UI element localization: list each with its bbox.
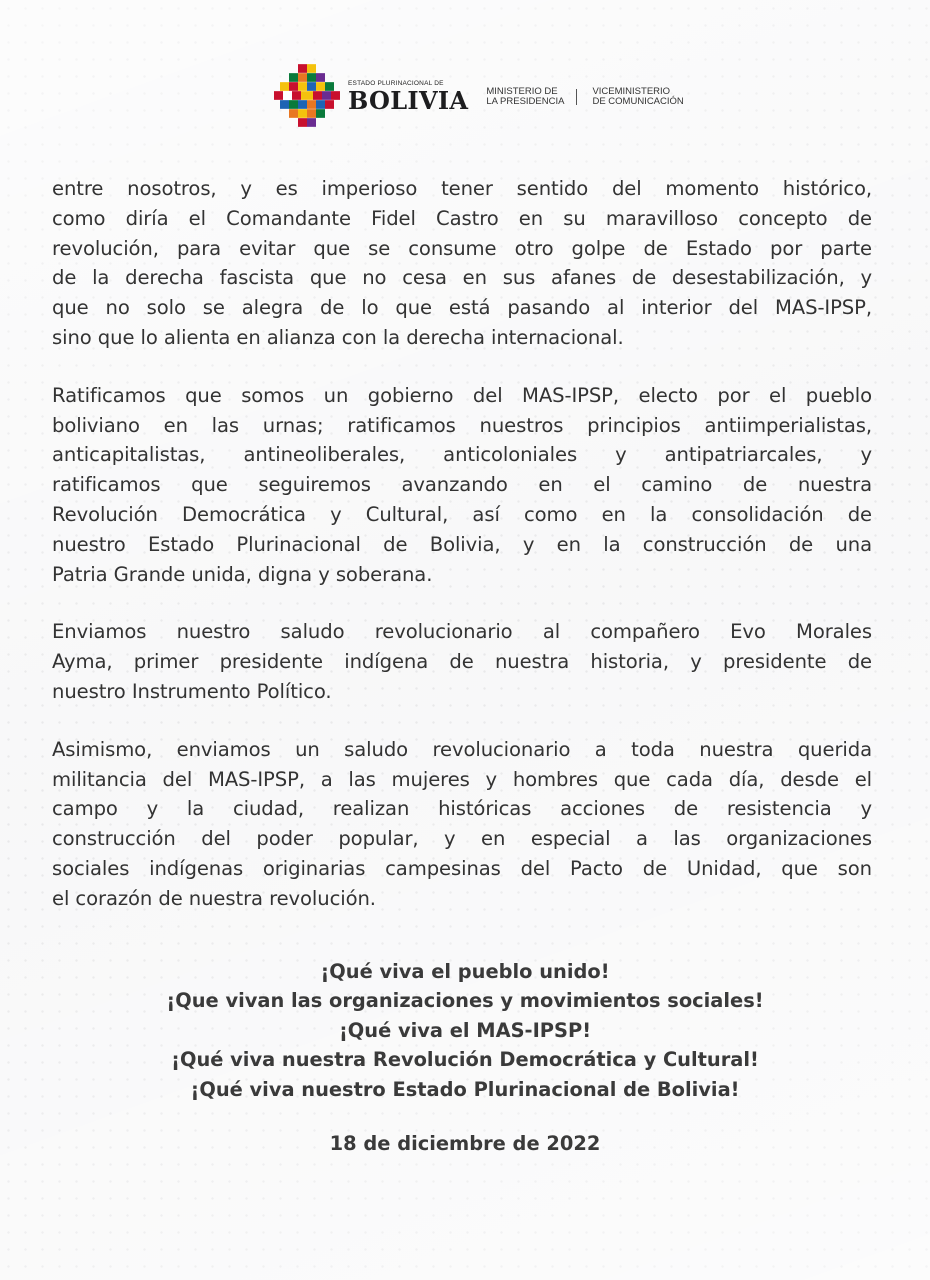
text-line: como diría el Comandante Fidel Castro en su maravilloso concepto de [52,206,872,230]
paragraph-4 [52,735,872,914]
header-divider [576,89,577,105]
text-line: entre nosotros, y es imperioso tener sentido del momento histórico, [52,177,872,200]
text-line: el corazón de nuestra revolución. [52,886,376,910]
slogan-line: ¡Que vivan las organizaciones y movimientos sociales! [166,989,764,1013]
letterhead [274,64,684,130]
closing-slogans [0,957,930,1104]
bolivia-chakana-emblem-icon [274,64,340,130]
text-line: boliviano en las urnas; ratificamos nuestros principios antiimperialistas, [52,413,872,437]
paragraph-2 [52,381,872,590]
brand-subtitle: ESTADO PLURINACIONAL DE [348,80,444,88]
text-line: que no solo se alegra de lo que está pasando al interior del MAS-IPSP, [52,296,872,320]
paragraph-3 [52,617,872,706]
slogan-line: ¡Qué viva el MAS-IPSP! [338,1018,592,1042]
viceministry-line-2: DE COMUNICACIÓN [592,96,684,107]
text-line: Asimismo, enviamos un saludo revolucionario a toda nuestra querida [52,737,872,761]
slogan-line: ¡Qué viva el pueblo unido! [320,960,610,983]
ministry-name [486,87,564,107]
paragraph-1 [52,174,872,353]
slogan-line: ¡Qué viva nuestro Estado Plurinacional de Bolivia! [190,1077,740,1101]
text-line: construcción del poder popular, y en especial a las organizaciones [52,827,872,851]
text-line: Ratificamos que somos un gobierno del MAS-IPSP, electo por el pueblo [52,383,872,407]
text-line: campo y la ciudad, realizan históricas acciones de resistencia y [52,797,872,821]
text-line: Ayma, primer presidente indígena de nuestra historia, y presidente de [52,650,872,674]
text-line: militancia del MAS-IPSP, a las mujeres y hombres que cada día, desde el [52,767,872,791]
text-line: sociales indígenas originarias campesinas del Pacto de Unidad, que son [52,856,872,880]
text-line: Patria Grande unida, digna y soberana. [52,562,433,586]
text-line: Revolución Democrática y Cultural, así como en la consolidación de [52,502,872,526]
viceministry-name [592,87,683,107]
ministry-line-2: LA PRESIDENCIA [486,96,565,107]
text-line: Enviamos nuestro saludo revolucionario al compañero Evo Morales [52,620,872,644]
text-line: revolución, para evitar que se consume otro golpe de Estado por parte [52,236,872,260]
brand-block [348,81,468,113]
statement-date: 18 de diciembre de 2022 [329,1132,601,1155]
text-line: anticapitalistas, antineoliberales, anticoloniales y antipatriarcales, y [52,443,872,467]
brand-name: BOLIVIA [348,85,469,115]
statement-body [52,174,872,942]
text-line: nuestro Estado Plurinacional de Bolivia, y en la construcción de una [52,532,872,556]
text-line: sino que lo alienta en alianza con la derecha internacional. [52,325,624,349]
viceministry-line-1: VICEMINISTERIO [592,86,671,97]
slogan-line: ¡Qué viva nuestra Revolución Democrática y Cultural! [171,1048,759,1072]
text-line: de la derecha fascista que no cesa en sus afanes de desestabilización, y [52,266,872,290]
text-line: ratificamos que seguiremos avanzando en el camino de nuestra [52,473,872,497]
text-line: nuestro Instrumento Político. [52,679,332,703]
ministry-line-1: MINISTERIO DE [486,86,558,97]
